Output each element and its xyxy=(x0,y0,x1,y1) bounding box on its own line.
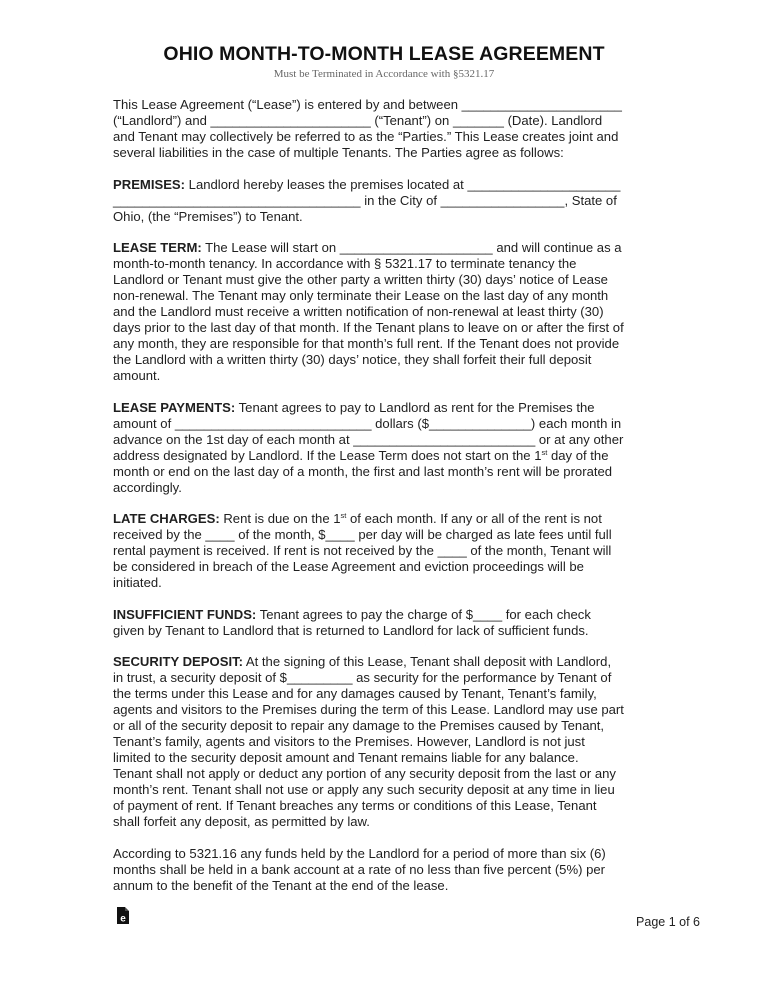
page-number: Page 1 of 6 xyxy=(636,915,700,929)
lease-term-section xyxy=(113,240,658,384)
document-title: OHIO MONTH-TO-MONTH LEASE AGREEMENT xyxy=(163,43,605,65)
security-deposit-section xyxy=(113,654,658,830)
text-line: initiated. xyxy=(113,575,162,590)
text-line: months shall be held in a bank account at a rate of no less than five percent (5%) per xyxy=(113,861,606,877)
text-line: and the Landlord must receive a written notification of non-renewal at least thirty (30) xyxy=(113,304,604,319)
text-line: Landlord hereby leases the premises located at _____________________ xyxy=(185,176,621,192)
late-charges-section xyxy=(113,511,658,591)
text-line: limited to the security deposit amount and Tenant remains liable for any balance. xyxy=(113,750,579,765)
ordinal-suffix: st xyxy=(541,447,548,457)
text-line: month-to-month tenancy. In accordance with § 5321.17 to terminate tenancy the xyxy=(113,256,577,271)
text-line: Tenant’s family, agents and visitors to the Premises. However, Landlord is not just xyxy=(113,734,585,749)
text-line: and Tenant may collectively be referred to as the “Parties.” This Lease creates joint and xyxy=(113,129,619,144)
premises-section xyxy=(113,177,658,225)
text-line: or all of the security deposit to repair any damage to the Premises caused by Tenant, xyxy=(113,718,605,733)
section-heading: PREMISES: xyxy=(113,176,186,192)
svg-text:e: e xyxy=(120,913,126,924)
document-subtitle: Must be Terminated in Accordance with §5321.17 xyxy=(273,68,495,80)
interest-paragraph xyxy=(113,846,658,894)
eforms-document-icon xyxy=(117,907,129,924)
text-fragment: address designated by Landlord. If the Lease Term does not start on the 1 xyxy=(113,447,542,463)
text-line: any month, they are responsible for that month’s full rent. If the Tenant does not provide xyxy=(113,336,620,351)
document-body xyxy=(113,97,658,909)
text-line: According to 5321.16 any funds held by the Landlord for a period of more than six (6) xyxy=(113,845,606,861)
text-line: Tenant agrees to pay to Landlord as rent for the Premises the xyxy=(235,399,595,415)
text-line: the terms under this Lease and for any damages caused by Tenant, Tenant’s family, xyxy=(113,686,597,701)
text-line: month or end on the last day of a month, the first and last month’s rent will be prorated xyxy=(113,463,613,479)
text-line: At the signing of this Lease, Tenant shall deposit with Landlord, xyxy=(243,654,612,669)
text-line: amount. xyxy=(113,368,161,383)
text-line: month’s rent. Tenant shall not use or apply any such security deposit at any time in lieu xyxy=(113,782,615,797)
text-line: The Lease will start on _____________________ and will continue as a xyxy=(201,240,622,255)
section-heading: LATE CHARGES: xyxy=(113,511,220,526)
text-line: Tenant agrees to pay the charge of $____ for each check xyxy=(256,606,591,622)
section-heading: LEASE PAYMENTS: xyxy=(113,399,236,415)
text-line: __________________________________ in the City of _________________, State of xyxy=(113,192,617,208)
text-line: advance on the 1st day of each month at _________________________ or at any other xyxy=(113,431,624,447)
text-line: Landlord or Tenant must give the other party a written thirty (30) days’ notice of Lease xyxy=(113,272,608,287)
section-heading: INSUFFICIENT FUNDS: xyxy=(113,606,257,622)
text-fragment: day of the xyxy=(547,447,609,463)
section-heading: SECURITY DEPOSIT: xyxy=(113,654,243,669)
text-line: given by Tenant to Landlord that is returned to Landlord for lack of sufficient funds. xyxy=(113,622,589,638)
text-line: days prior to the last day of that month. If the Tenant plans to leave on or after the first of xyxy=(113,320,624,335)
text-line: rental payment is received. If rent is not received by the ____ of the month, Tenant will xyxy=(113,543,612,558)
text-fragment: of each month. If any or all of the rent is not xyxy=(346,511,602,526)
lease-payments-section xyxy=(113,400,658,496)
text-line: Ohio, (the “Premises”) to Tenant. xyxy=(113,208,303,224)
text-line: Tenant shall not apply or deduct any portion of any security deposit from the last or any xyxy=(113,766,616,781)
text-line: received by the ____ of the month, $____ per day will be charged as late fees until full xyxy=(113,527,612,542)
text-line: annum to the benefit of the Tenant at the end of the lease. xyxy=(113,877,449,893)
text-line: agents and visitors to the Premises during the term of this Lease. Landlord may use part xyxy=(113,702,624,717)
text-line: non-renewal. The Tenant may only terminate their Lease on the last day of any month xyxy=(113,288,609,303)
ordinal-suffix: st xyxy=(340,511,347,520)
text-line: accordingly. xyxy=(113,479,182,495)
text-line: several liabilities in the case of multiple Tenants. The Parties agree as follows: xyxy=(113,145,564,160)
text-line: be considered in breach of the Lease Agreement and eviction proceedings will be xyxy=(113,559,584,574)
text-line: This Lease Agreement (“Lease”) is entered by and between ______________________ xyxy=(113,97,622,112)
intro-paragraph xyxy=(113,97,658,161)
insufficient-funds-section xyxy=(113,607,658,639)
text-line: shall forfeit any deposit, as permitted by law. xyxy=(113,814,370,829)
section-heading: LEASE TERM: xyxy=(113,240,202,255)
text-line: the Landlord with a written thirty (30) days’ notice, they shall forfeit their full deposit xyxy=(113,352,592,367)
text-line: in trust, a security deposit of $_________ as security for the performance by Tenant of xyxy=(113,670,612,685)
text-line: amount of ___________________________ dollars ($______________) each month in xyxy=(113,415,622,431)
text-fragment: Rent is due on the 1 xyxy=(219,511,341,526)
text-line: of payment of rent. If Tenant breaches any terms or conditions of this Lease, Tenant xyxy=(113,798,597,813)
text-line: (“Landlord”) and ______________________ (“Tenant”) on _______ (Date). Landlord xyxy=(113,113,603,128)
